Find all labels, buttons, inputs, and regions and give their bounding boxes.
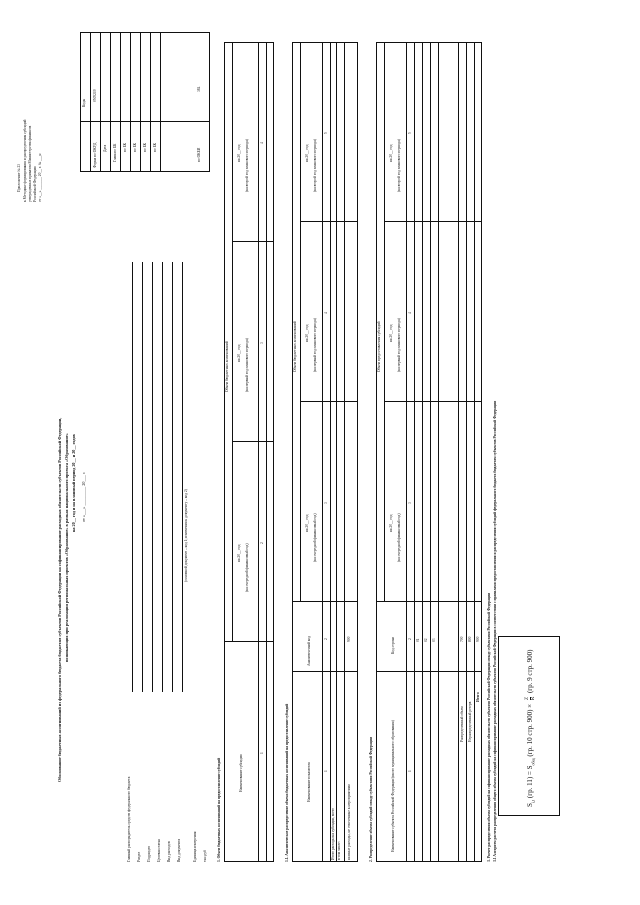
s1-col-name: Наименование субсидии: [239, 754, 243, 792]
section11-heading: 1.1. Аналитическое распределение объема бюджетных ассигнований на предоставление субсидий: [285, 703, 289, 862]
s1-num1: 1: [260, 752, 264, 754]
s1-num4: 4: [260, 142, 264, 144]
razdel-code-label: по БК: [123, 142, 127, 152]
s11-col-name: Наименование показателя: [307, 762, 311, 802]
s1-num2: 2: [260, 542, 264, 544]
s2-col-code: Код строки: [391, 636, 395, 654]
s1-col-y1: на 20__ год: [237, 544, 241, 562]
s2-col-y2-sub: (на первый год планового периода): [397, 318, 401, 372]
s2-row-itogo: Итого: [476, 692, 480, 702]
section1-heading: 1. Объем бюджетных ассигнований на предоставление субсидий: [217, 757, 221, 862]
s2-num2: 2: [408, 638, 412, 640]
s2-group-header: Объем предоставления субсидий: [377, 321, 381, 372]
s2-code-01: 01: [416, 638, 420, 642]
s2-col-y3-sub: (на второй год планового периода): [397, 139, 401, 192]
s2-code-900: 900: [476, 636, 480, 642]
title-line-2: возникающих при реализации региональных проектов «Образование» в рамках национального проекта «Образование»: [64, 433, 69, 662]
title-line-3: на 20__ год и на плановый период 20__ и 20__ годов: [71, 434, 76, 532]
s2-code-03: 03: [432, 638, 436, 642]
date-line: от «___» _________ 20___ г.: [81, 471, 86, 522]
rotated-form-sheet: [10, 12, 630, 892]
section3-subheading: 3.1 Алгоритм расчета распределения общего объема субсидий на софинансирование расходных обязательств субъектов Российской Федерации в соответствии с правилами предоставления и распределения субсидий федерального бюджета бюджетам субъектов Российской Федерации: [493, 400, 497, 862]
s2-code-02: 02: [424, 638, 428, 642]
s1-group-header: Объем бюджетных ассигнований: [225, 341, 229, 392]
meta-tselevaya: Целевая статья: [157, 839, 161, 862]
s2-col-y2: на 20__ год: [389, 324, 393, 342]
s11-col-y1-sub: (на очередной финансовый год): [313, 513, 317, 562]
appendix-note-2: утвержденных приказом Министерства финансов: [28, 125, 32, 202]
meta-glavny: Главный распорядитель средств федерального бюджета: [127, 776, 131, 862]
s1-col-y3-sub: (на второй год планового периода): [245, 139, 249, 192]
s11-num4: 4: [324, 312, 328, 314]
meta-edinitsa: Единица измерения:: [193, 830, 197, 862]
form-okud-label: Форма по ОКУД: [93, 142, 97, 168]
s2-num5: 5: [408, 132, 412, 134]
okei-code: 384: [197, 86, 201, 92]
s1-col-y2-sub: (на первый год планового периода): [245, 338, 249, 392]
s11-row-not-distributed: на иные расходы, не отнесенные к мероприятиям: [347, 784, 351, 860]
s2-num4: 4: [408, 312, 412, 314]
meta-razdel: Раздел: [137, 851, 141, 862]
s11-col-code: Аналитический код: [307, 635, 311, 666]
s11-group-header: Объем бюджетных ассигнований: [293, 321, 297, 372]
s2-col-y3: на 20__ год: [389, 144, 393, 162]
meta-podrazdel: Подраздел: [147, 845, 151, 862]
title-line-1: Обоснование бюджетных ассигнований из федерального бюджета бюджетам субъектов Российской Федерации на софинансирование расходных обязательств субъектов Российской Федерации,: [57, 417, 62, 782]
okei-label: по ОКЕИ: [197, 147, 201, 162]
meta-vid-raskhodov: Вид расходов: [167, 841, 171, 862]
appendix-note-3: Российской Федерации: [33, 166, 37, 202]
s11-num2: 2: [324, 638, 328, 640]
s11-col-y2-sub: (на первый год планового периода): [313, 318, 317, 372]
s1-col-y3: на 20__ год: [237, 144, 241, 162]
appendix-note-1: к Методике формирования и распределения субсидий: [23, 119, 27, 202]
s2-col-name: Наименование субъекта Российской Федерации/(иного муниципального образования): [391, 720, 395, 852]
s11-col-y1: на 20__ год: [305, 514, 309, 532]
meta-edinitsa-value: тыс.руб: [203, 850, 207, 862]
signature-hint: (основной документ – код 1; изменения к документу – код 2): [184, 489, 188, 582]
form-okud-code: 0505219: [93, 89, 97, 102]
appendix-number: Приложение № 23: [17, 163, 21, 192]
s1-col-y2: на 20__ год: [237, 344, 241, 362]
tselevaya-code-label: по БК: [143, 142, 147, 152]
s2-row-neraspred: Нераспределенный резерв: [468, 701, 472, 742]
s2-col-y1: на 20__ год: [389, 514, 393, 532]
s1-col-y1-sub: (на очередной финансовый год): [245, 543, 249, 592]
vid-code-label: по БК: [153, 142, 157, 152]
formula-expression: $S_{i,t}$ (гр. $11) = S_{общ}$ (гр. 10 стр. 900) × Z R (гр. 9 стр. 900): [525, 649, 536, 807]
s2-row-raspred: Распределенный объем: [460, 706, 464, 742]
s11-col-y3: на 20__ год: [305, 144, 309, 162]
s2-code-800: 800: [468, 636, 472, 642]
section11-table: [292, 42, 358, 862]
s11-code-900: 900: [347, 636, 351, 642]
s11-row-including: в том числе:: [337, 841, 341, 860]
s2-num1: 1: [408, 770, 412, 772]
s11-num1: 1: [324, 770, 328, 772]
s1-num3: 3: [260, 342, 264, 344]
section3-heading: 3. Расчет распределения объема субсидий на софинансирование расходных обязательств субъектов Российской Федерации между субъектами Российской Федерации: [487, 592, 491, 862]
s2-code-700: 700: [460, 636, 464, 642]
podrazdel-code-label: по БК: [133, 142, 137, 152]
formula-box: [498, 636, 560, 816]
s11-num3: 3: [324, 502, 328, 504]
s11-col-y2: на 20__ год: [305, 324, 309, 342]
section2-heading: 2. Распределение объема субсидий между субъектами Российской Федерации: [369, 736, 373, 862]
meta-vid-dokumenta: Вид документа: [177, 838, 181, 862]
date-label: Дата: [103, 144, 107, 152]
s2-num3: 3: [408, 502, 412, 504]
glava-label: Глава по БК: [113, 143, 117, 162]
s11-col-y3-sub: (на второй год планового периода): [313, 139, 317, 192]
appendix-note-4: от «__» _______ 20__ г. № ___н: [38, 153, 42, 202]
codes-header: Коды: [82, 98, 86, 107]
s11-num5: 5: [324, 132, 328, 134]
s2-col-y1-sub: (на очередной финансовый год): [397, 513, 401, 562]
s11-row-total: Итого расходы на субсидии, всего: [331, 807, 335, 860]
